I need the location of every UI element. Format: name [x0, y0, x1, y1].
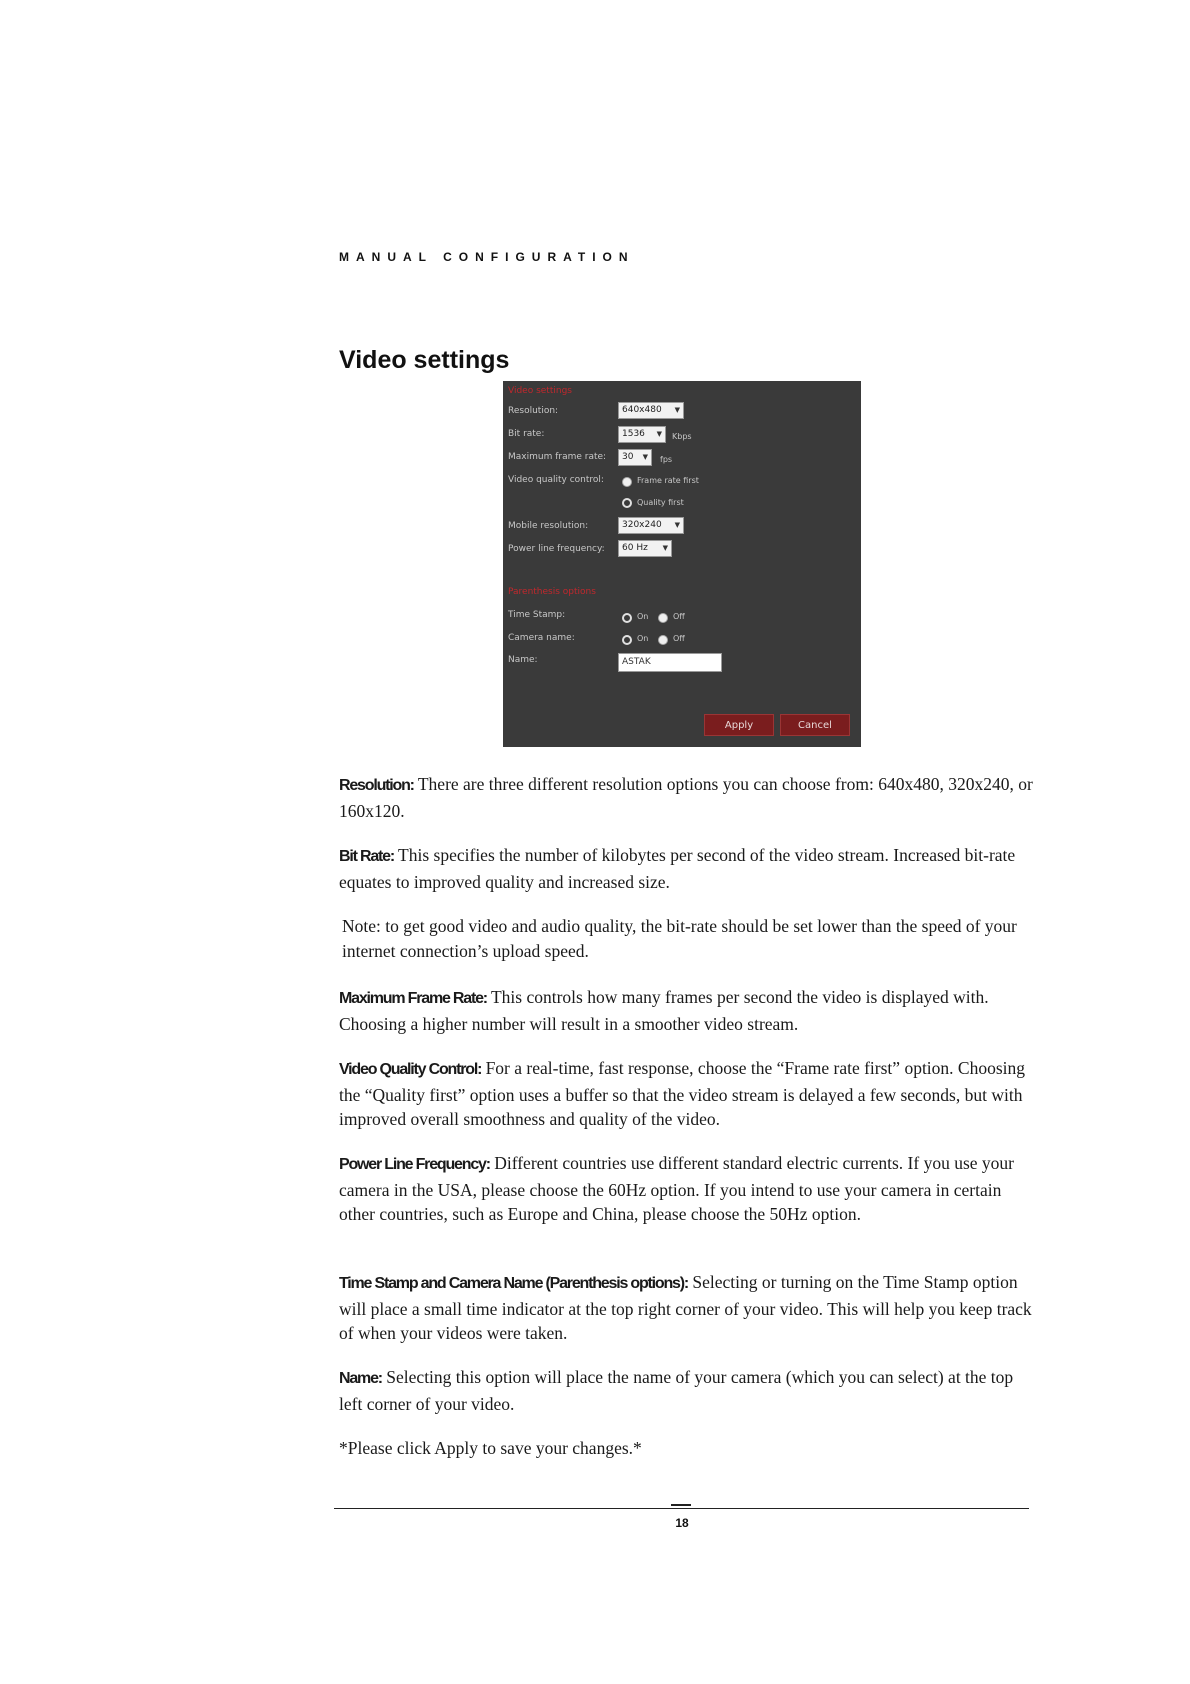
chevron-down-icon: ▼: [642, 453, 648, 461]
max-frame-rate-unit: fps: [660, 455, 673, 464]
name-input[interactable]: ASTAK: [618, 653, 722, 672]
time-stamp-on-radio[interactable]: [622, 613, 632, 623]
cancel-button[interactable]: Cancel: [780, 714, 850, 736]
paragraph-video-quality: [339, 1056, 1039, 1132]
chevron-down-icon: ▼: [674, 521, 680, 529]
video-settings-panel: [503, 381, 861, 747]
term-name: Name:: [339, 1370, 382, 1387]
camera-name-label: Camera name:: [508, 633, 575, 643]
power-line-label: Power line frequency:: [508, 544, 605, 554]
resolution-label: Resolution:: [508, 406, 559, 416]
term-time-stamp: Time Stamp and Camera Name (Parenthesis options):: [339, 1275, 689, 1292]
resolution-select-value: 640x480: [622, 405, 662, 415]
camera-name-on-label: On: [637, 634, 649, 643]
paragraph-bit-rate: [339, 843, 1039, 894]
time-stamp-on-label: On: [637, 612, 649, 621]
power-line-select[interactable]: [618, 540, 672, 557]
power-line-select-value: 60 Hz: [622, 543, 648, 553]
text-max-frame-rate: This controls how many frames per second the video is displayed with. Choosing a higher number will result in a smoother video stream.: [339, 987, 989, 1034]
paragraph-max-frame-rate: [339, 985, 1039, 1036]
time-stamp-off-label: Off: [673, 612, 685, 621]
video-settings-group-title: Video settings: [508, 386, 572, 396]
camera-name-off-label: Off: [673, 634, 685, 643]
mobile-resolution-label: Mobile resolution:: [508, 521, 589, 531]
paragraph-note: [342, 914, 1042, 963]
quality-first-radio[interactable]: [622, 498, 632, 508]
bitrate-select[interactable]: [618, 426, 666, 443]
camera-name-on-radio[interactable]: [622, 635, 632, 645]
frame-rate-first-radio[interactable]: [622, 477, 632, 487]
text-video-quality: For a real-time, fast response, choose the “Frame rate first” option. Choosing the “Quality first” option uses a buffer so that the video stream is delayed a few seconds, but with improved overall smoothness and quality of the video.: [339, 1058, 1026, 1129]
section-header: MANUAL CONFIGURATION: [339, 250, 635, 264]
text-time-stamp: Selecting or turning on the Time Stamp option will place a small time indicator at the top right corner of your video. This will help you keep track of when your videos were taken.: [339, 1272, 1032, 1343]
page-title: Video settings: [339, 346, 510, 374]
term-resolution: Resolution:: [339, 777, 414, 794]
text-note: Note: to get good video and audio quality, the bit-rate should be set lower than the speed of your internet connection’s upload speed.: [342, 916, 1017, 961]
term-max-frame-rate: Maximum Frame Rate:: [339, 990, 487, 1007]
max-frame-rate-label: Maximum frame rate:: [508, 452, 607, 462]
bitrate-label: Bit rate:: [508, 429, 545, 439]
mobile-resolution-select[interactable]: [618, 517, 684, 534]
time-stamp-off-radio[interactable]: [658, 613, 668, 623]
resolution-select[interactable]: [618, 402, 684, 419]
page-number: 18: [675, 1516, 689, 1530]
text-bit-rate: This specifies the number of kilobytes per second of the video stream. Increased bit-rate equates to improved quality and increased size.: [339, 845, 1016, 892]
term-bit-rate: Bit Rate:: [339, 848, 394, 865]
camera-name-off-radio[interactable]: [658, 635, 668, 645]
max-frame-rate-select-value: 30: [622, 452, 634, 462]
paragraph-power-line: [339, 1151, 1039, 1227]
footer-rule: [334, 1508, 1029, 1509]
parenthesis-group-title: Parenthesis options: [508, 587, 596, 597]
bitrate-select-value: 1536: [622, 429, 645, 439]
chevron-down-icon: ▼: [662, 544, 668, 552]
term-video-quality: Video Quality Control:: [339, 1061, 482, 1078]
bitrate-unit: Kbps: [672, 432, 692, 441]
chevron-down-icon: ▼: [656, 430, 662, 438]
video-quality-label: Video quality control:: [508, 475, 604, 485]
text-apply-note: *Please click Apply to save your changes.*: [339, 1438, 642, 1458]
frame-rate-first-label: Frame rate first: [637, 476, 699, 485]
text-power-line: Different countries use different standard electric currents. If you use your camera in the USA, please choose the 60Hz option. If you intend to use your camera in certain other countries, such as Europe and China, please choose the 50Hz option.: [339, 1153, 1014, 1224]
apply-button[interactable]: Apply: [704, 714, 774, 736]
paragraph-resolution: [339, 772, 1039, 823]
time-stamp-label: Time Stamp:: [508, 610, 566, 620]
footer-tick: [671, 1504, 691, 1506]
text-name: Selecting this option will place the name of your camera (which you can select) at the top left corner of your video.: [339, 1367, 1014, 1414]
text-resolution: There are three different resolution options you can choose from: 640x480, 320x240, or 160x120.: [339, 774, 1033, 821]
name-label: Name:: [508, 655, 538, 665]
quality-first-label: Quality first: [637, 498, 684, 507]
paragraph-time-stamp: [339, 1270, 1039, 1346]
max-frame-rate-select[interactable]: [618, 449, 652, 466]
paragraph-name: [339, 1365, 1039, 1416]
term-power-line: Power Line Frequency:: [339, 1156, 490, 1173]
paragraph-apply-note: [339, 1436, 1039, 1461]
chevron-down-icon: ▼: [674, 406, 680, 414]
mobile-resolution-select-value: 320x240: [622, 520, 662, 530]
